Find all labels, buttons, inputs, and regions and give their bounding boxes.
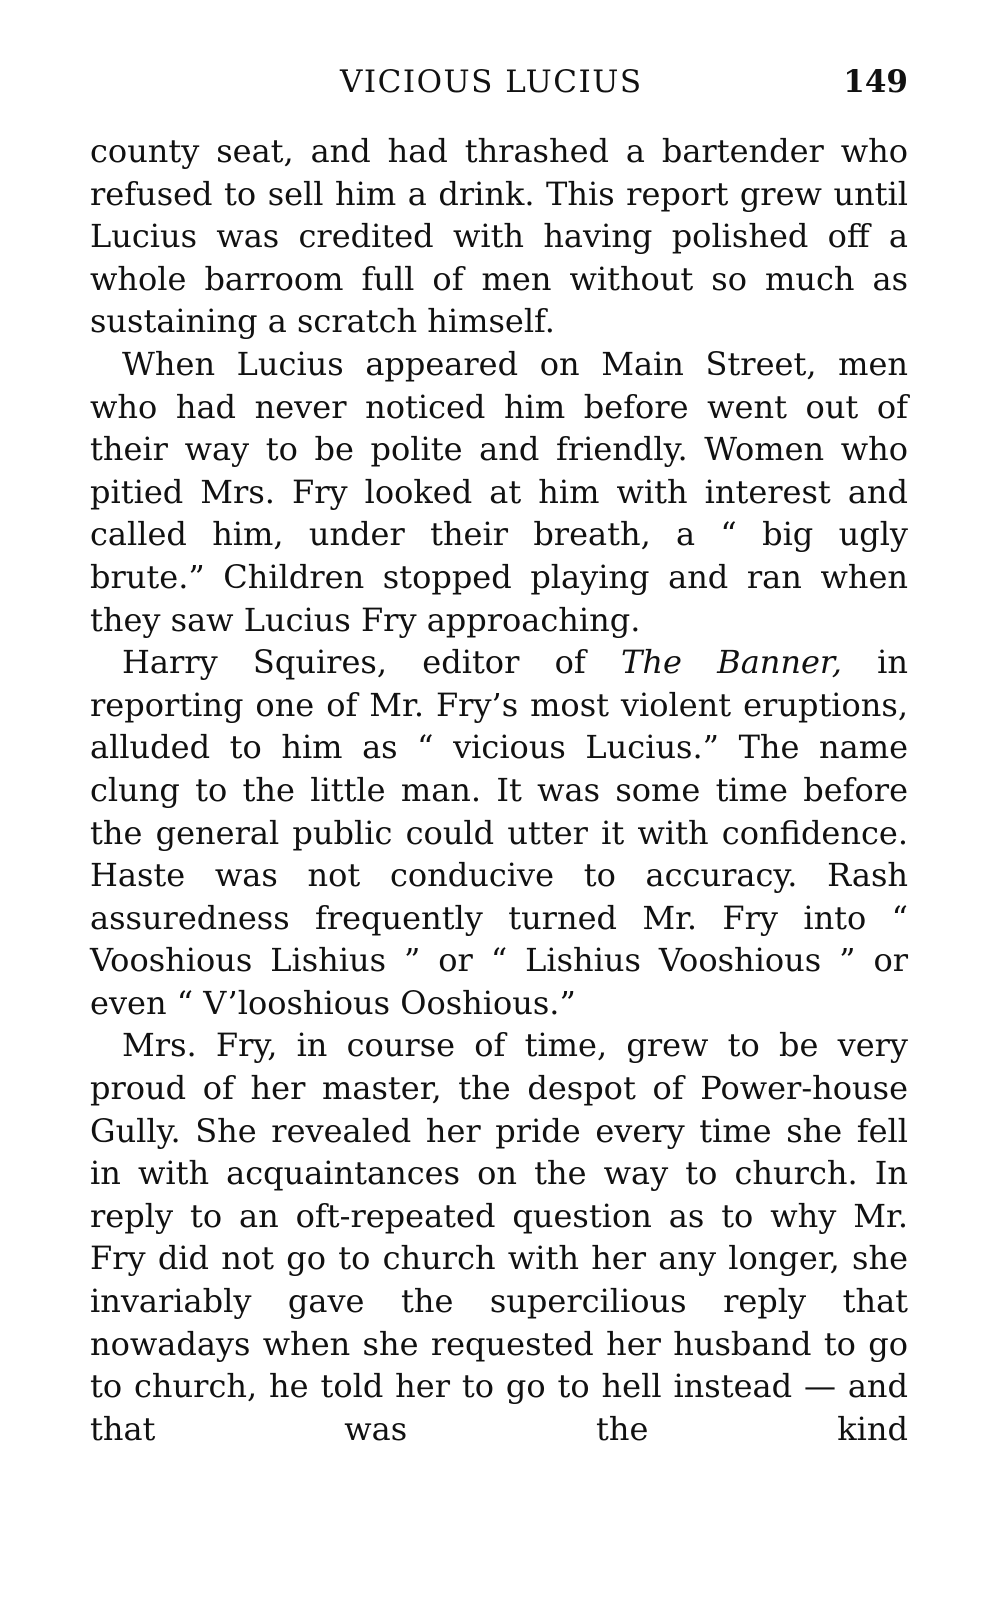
book-page — [90, 0, 908, 1622]
paragraph-4: Mrs. Fry, in course of time, grew to be very proud of her master, the despot of Power-house Gully. She revealed her pride every time she fell in with acquaintances on the way to church. In reply to an oft-repeated question as to why Mr. Fry did not go to church with her any longer, she invariably gave the supercilious reply that nowadays when she requested her husband to go to church, he told her to go to hell instead — and that was the kind — [90, 1026, 908, 1448]
paragraph-3-rest: in reporting one of Mr. Fry’s most violent eruptions, alluded to him as “ vicious Lucius.” The name clung to the little man. It was some time before the general public could utter it with confidence. Haste was not conducive to accuracy. Rash assuredness frequently turned Mr. Fry into “ Vooshious Lishius ” or “ Lishius Vooshious ” or even “ V’looshious Ooshious.” — [90, 643, 909, 1022]
running-title: VICIOUS LUCIUS — [340, 64, 643, 100]
page-header — [90, 60, 908, 104]
paragraph-1: county seat, and had thrashed a bartender who refused to sell him a drink. This report grew until Lucius was credited with having polished off a whole barroom full of men without so much as sustaining a scratch himself. — [90, 132, 908, 341]
paragraph-2: When Lucius appeared on Main Street, men who had never noticed him before went out of their way to be polite and friendly. Women who pitied Mrs. Fry looked at him with interest and called him, under their breath, a “ big ugly brute.” Children stopped playing and ran when they saw Lucius Fry approaching. — [90, 344, 908, 639]
paragraph-3-start: Harry Squires, editor of — [122, 643, 622, 682]
page-number: 149 — [843, 64, 908, 100]
paragraph-3 — [90, 641, 908, 1024]
newspaper-title: The Banner, — [621, 643, 842, 682]
body-text — [90, 130, 908, 1450]
